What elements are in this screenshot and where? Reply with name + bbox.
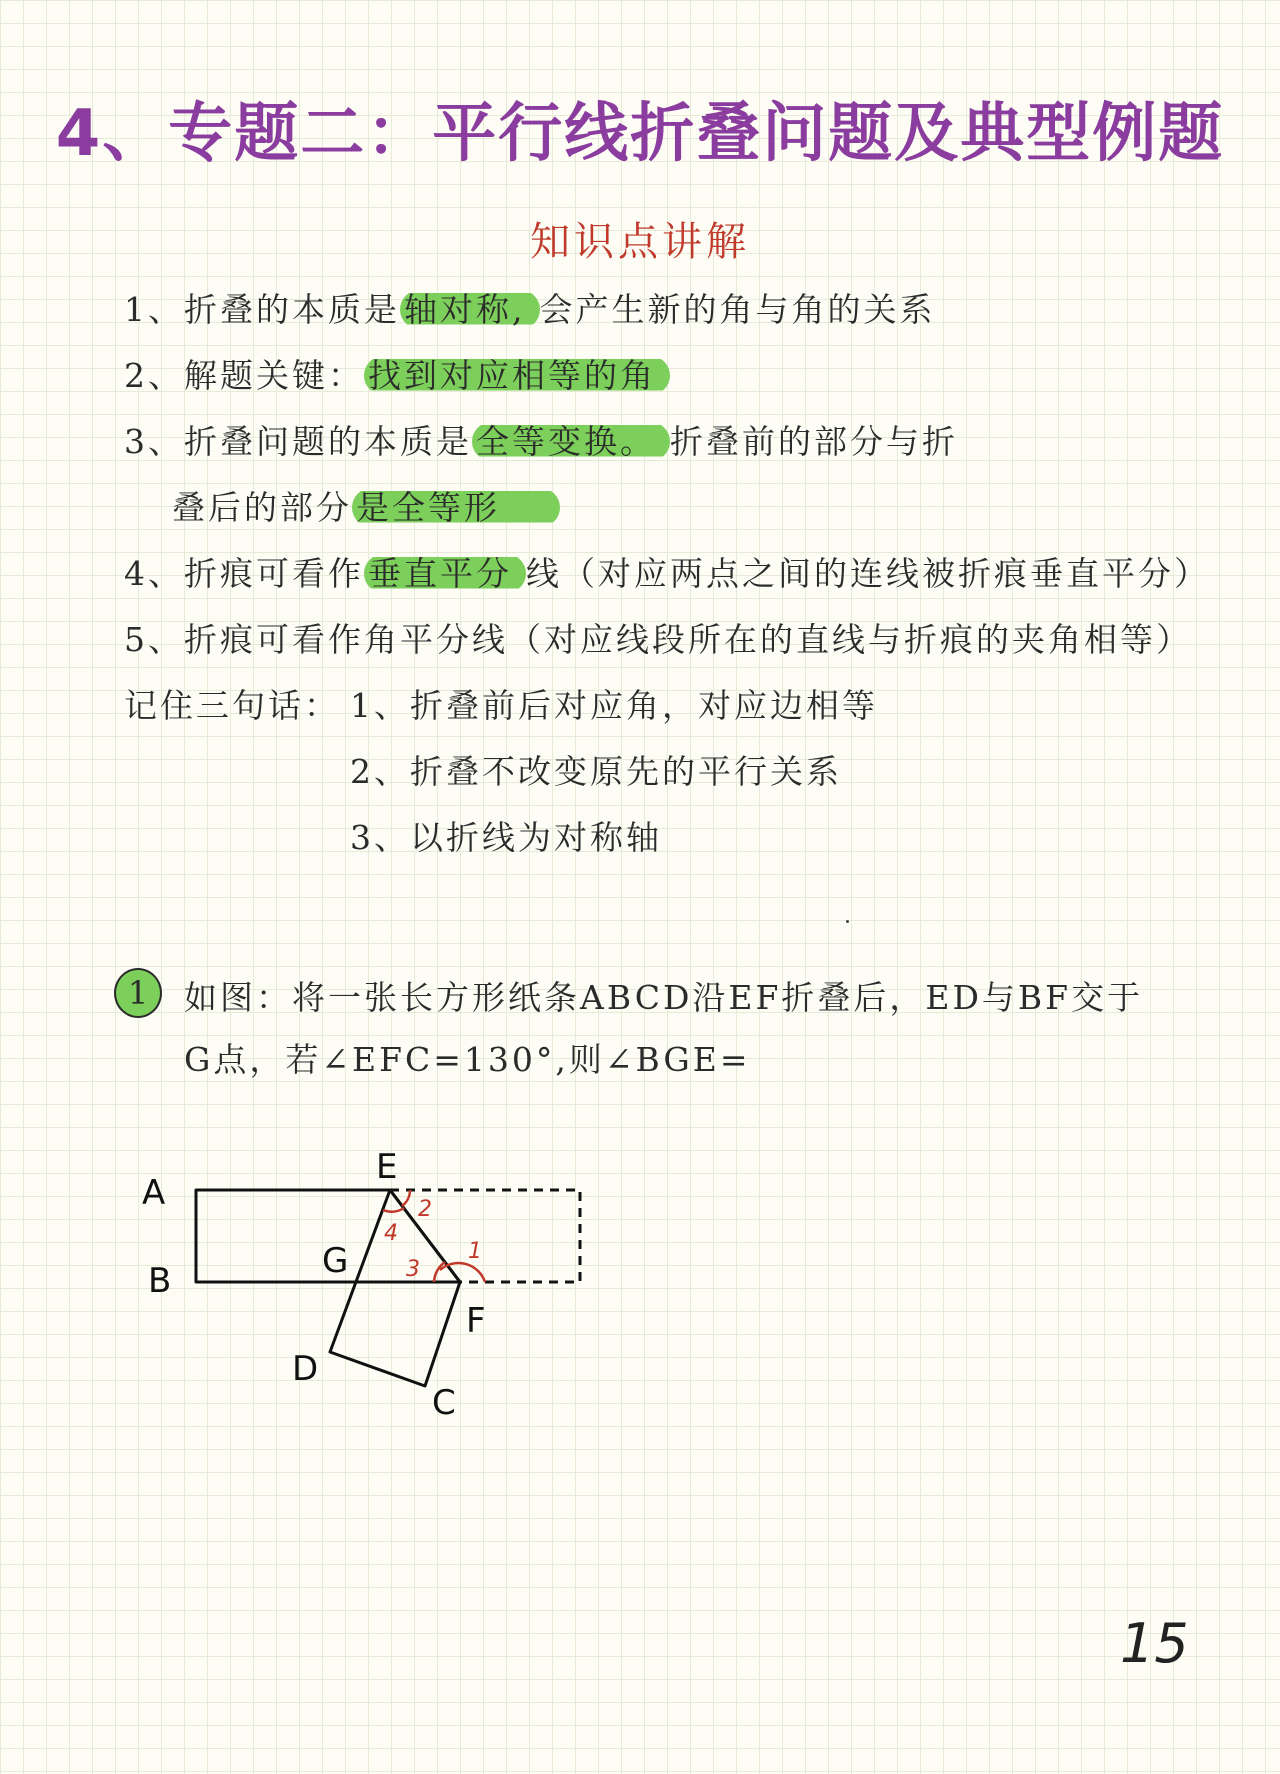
point-5-text: 5、折痕可看作角平分线（对应线段所在的直线与折痕的夹角相等） [124, 620, 1192, 659]
angle-arc-3 [434, 1262, 445, 1282]
label-g: G [322, 1241, 349, 1281]
point-2-highlight: 找到对应相等的角 [364, 356, 670, 395]
point-1-rest: 会产生新的角与角的关系 [539, 290, 936, 329]
point-3-cont-text: 叠后的部分 [172, 488, 352, 527]
section-subtitle: 知识点讲解 [530, 219, 750, 265]
problem-line-2: G点，若∠EFC=130°,则∠BGE= [184, 1040, 751, 1079]
angle-arc-4 [383, 1208, 404, 1212]
label-e: E [376, 1147, 398, 1187]
angle-arc-2 [402, 1190, 410, 1206]
point-3-highlight: 全等变换。 [472, 422, 670, 461]
point-3-text: 3、折叠问题的本质是 [124, 422, 472, 461]
point-2-text: 2、解题关键： [124, 356, 364, 395]
problem-number-badge: 1 [114, 968, 162, 1018]
angle-arc-1 [440, 1263, 485, 1282]
label-c: C [432, 1383, 456, 1423]
point-3-rest: 折叠前的部分与折 [670, 422, 958, 461]
angle-label-3: 3 [406, 1257, 420, 1282]
label-d: D [292, 1349, 319, 1389]
point-1-text: 1、折叠的本质是 [124, 290, 400, 329]
point-3-cont-highlight: 是全等形 [352, 488, 560, 527]
problem-line-1: 如图：将一张长方形纸条ABCD沿EF折叠后，ED与BF交于 [184, 978, 1144, 1017]
folded-part [330, 1190, 460, 1386]
remember-item-3: 3、以折线为对称轴 [350, 818, 662, 857]
point-1-highlight: 轴对称, [400, 290, 540, 329]
remember-item-1: 1、折叠前后对应角，对应边相等 [350, 686, 878, 725]
label-f: F [466, 1301, 486, 1341]
point-4-rest: 线（对应两点之间的连线被折痕垂直平分） [526, 554, 1210, 593]
point-4-highlight: 垂直平分 [364, 554, 526, 593]
angle-label-2: 2 [418, 1197, 432, 1222]
point-4-text: 4、折痕可看作 [124, 554, 364, 593]
angle-label-1: 1 [468, 1239, 482, 1264]
page-number: 15 [1120, 1612, 1189, 1675]
angle-label-4: 4 [384, 1221, 398, 1246]
label-b: B [148, 1261, 172, 1301]
remember-item-2: 2、折叠不改变原先的平行关系 [350, 752, 842, 791]
page-title: 4、专题二：平行线折叠问题及典型例题 [55, 97, 1225, 171]
remember-label: 记住三句话： [124, 686, 340, 725]
label-a: A [142, 1173, 166, 1213]
